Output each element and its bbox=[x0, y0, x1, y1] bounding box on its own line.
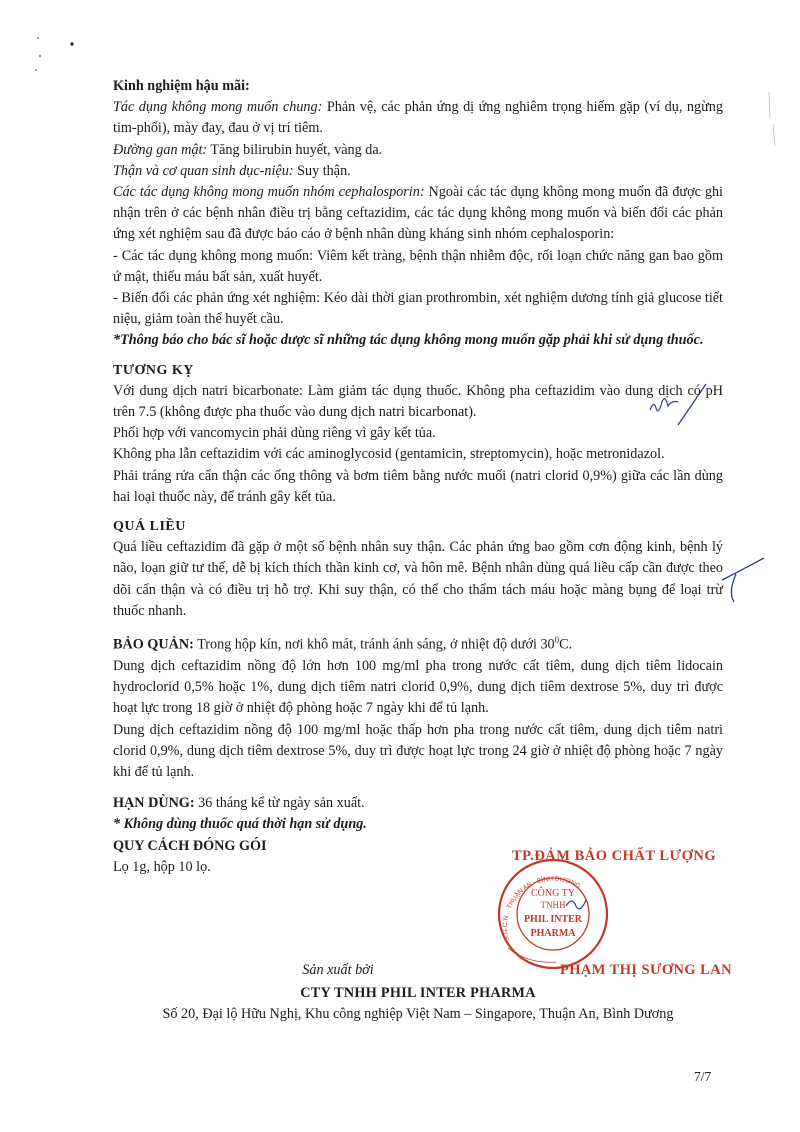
expiry-line: HẠN DÙNG: 36 tháng kể từ ngày sản xuất. bbox=[113, 795, 365, 812]
stamp-ring-text: S.G.C.N... THUẬN AN - BÌNH DƯƠNG bbox=[501, 875, 582, 942]
notice-text: *Thông báo cho bác sĩ hoặc dược sĩ những tác dụng không mong muốn gặp phải khi sử dụng thuốc. bbox=[113, 332, 704, 349]
incompatibility-p3: Không pha lẫn ceftazidim với các aminoglycosid (gentamicin, streptomycin), hoặc metronidazol. bbox=[113, 446, 665, 463]
bullet-adverse: - Các tác dụng không mong muốn: Viêm kết tràng, bệnh thận nhiễm độc, rối loạn chức năng gan bao gồm ứ mật, thiếu máu bất sản, xuất huyết. bbox=[113, 247, 723, 285]
incompatibility-p1: Với dung dịch natri bicarbonate: Làm giảm tác dụng thuốc. Không pha ceftazidim vào dung dịch có pH trên 7.5 (không được pha thuốc vào dung dịch natri bicarbonat). bbox=[113, 382, 723, 421]
stamp-inner-top: CÔNG TY bbox=[531, 888, 575, 899]
stamp-signer: PHẠM THỊ SƯƠNG LAN bbox=[560, 962, 732, 978]
incompatibility-p4: Phải tráng rửa cẩn thận các ống thông và bơm tiêm bằng nước muối (natri clorid 0,9%) giữa các lần dùng hai loại thuốc này, để tránh gây kết tủa. bbox=[113, 467, 723, 505]
stamp-name-1: PHIL INTER bbox=[523, 914, 583, 925]
company-address: Số 20, Đại lộ Hữu Nghị, Khu công nghiệp Việt Nam – Singapore, Thuận An, Bình Dương bbox=[162, 1006, 674, 1022]
stamp-title: TP.ĐẢM BẢO CHẤT LƯỢNG bbox=[512, 848, 717, 864]
storage-p3: Dung dịch ceftazidim nồng độ 100 mg/ml hoặc thấp hơn pha trong nước cất tiêm, dung dịch tiêm natri clorid 0,9%, dung dịch tiêm dextrose 5%, duy trì được hoạt lực trong 24 giờ ở nhiệt độ phòng hoặc 7 ngày khi để tủ lạnh. bbox=[113, 721, 723, 781]
bullet-lab: - Biến đổi các phản ứng xét nghiệm: Kéo dài thời gian prothrombin, xét nghiệm dương tính giả glucose tiết niệu, giảm toàn thể huyết cầu. bbox=[113, 290, 723, 328]
signature-mark-2 bbox=[722, 558, 764, 602]
packing-heading: QUY CÁCH ĐÓNG GÓI bbox=[113, 837, 267, 854]
packing-text: Lọ 1g, hộp 10 lọ. bbox=[113, 858, 211, 875]
storage-p2: Dung dịch ceftazidim nồng độ lớn hơn 100 mg/ml pha trong nước cất tiêm, dung dịch tiêm lidocain hydroclorid 0,5% hoặc 1%, dung dịch tiêm natri clorid 0,9%, dung dịch tiêm dextrose 5%, duy trì được hoạt lực trong 18 giờ ở nhiệt độ phòng hoặc 7 ngày khi để tủ lạnh. bbox=[113, 658, 723, 717]
stamp-name-2: PHARMA bbox=[530, 928, 576, 939]
liver-effects: Đường gan mật: Tăng bilirubin huyết, vàng da. bbox=[113, 141, 383, 158]
made-by: Sản xuất bởi bbox=[302, 962, 374, 978]
kidney-effects: Thận và cơ quan sinh dục-niệu: Suy thận. bbox=[113, 162, 351, 179]
company-stamp bbox=[478, 848, 648, 972]
storage-line: BẢO QUẢN: Trong hộp kín, nơi khô mát, tránh ánh sáng, ở nhiệt độ dưới $30^0C$. bbox=[113, 635, 573, 653]
overdose-heading: QUÁ LIỀU bbox=[113, 519, 186, 535]
company-name: CTY TNHH PHIL INTER PHARMA bbox=[300, 985, 536, 1001]
stamp-inner-mid: TNHH bbox=[540, 900, 566, 910]
overdose-p1: Quá liều ceftazidim đã gặp ở một số bệnh nhân suy thận. Các phản ứng bao gồm cơn động kinh, bệnh lý não, loạn giữ tư thế, dễ bị kích thích thần kinh cơ, và hôn mê. Bệnh nhân dùng quá liều cấp cần được theo dõi cẩn thận và có điều trị hỗ trợ. Khi suy thận, có thể cho thẩm tách máu hoặc màng bụng để loại trừ thuốc nhanh. bbox=[113, 539, 723, 619]
document-body bbox=[113, 76, 723, 878]
page-number: 7/7 bbox=[694, 1069, 712, 1084]
expiry-warning: * Không dùng thuốc quá thời hạn sử dụng. bbox=[113, 816, 367, 833]
general-effects: Tác dụng không mong muốn chung: Phản vệ, các phản ứng dị ứng nghiêm trọng hiếm gặp (ví dụ, ngừng tim-phổi), mày đay, đau ở vị trí tiêm. bbox=[113, 99, 723, 137]
incompatibility-heading: TƯƠNG KỴ bbox=[113, 362, 194, 378]
cephalosporin-effects: Các tác dụng không mong muốn nhóm cephalosporin: Ngoài các tác dụng không mong muốn đã được ghi nhận trên ở các bệnh nhân điều trị bằng ceftazidim, các tác dụng không mong muốn và biến đổi các phản ứng xét nghiệm sau đã được báo cáo ở bệnh nhân dùng kháng sinh nhóm cephalosporin: bbox=[113, 184, 724, 243]
incompatibility-p2: Phối hợp với vancomycin phải dùng riêng vì gây kết tủa. bbox=[113, 425, 436, 442]
post-marketing-heading: Kinh nghiệm hậu mãi: bbox=[113, 78, 250, 94]
